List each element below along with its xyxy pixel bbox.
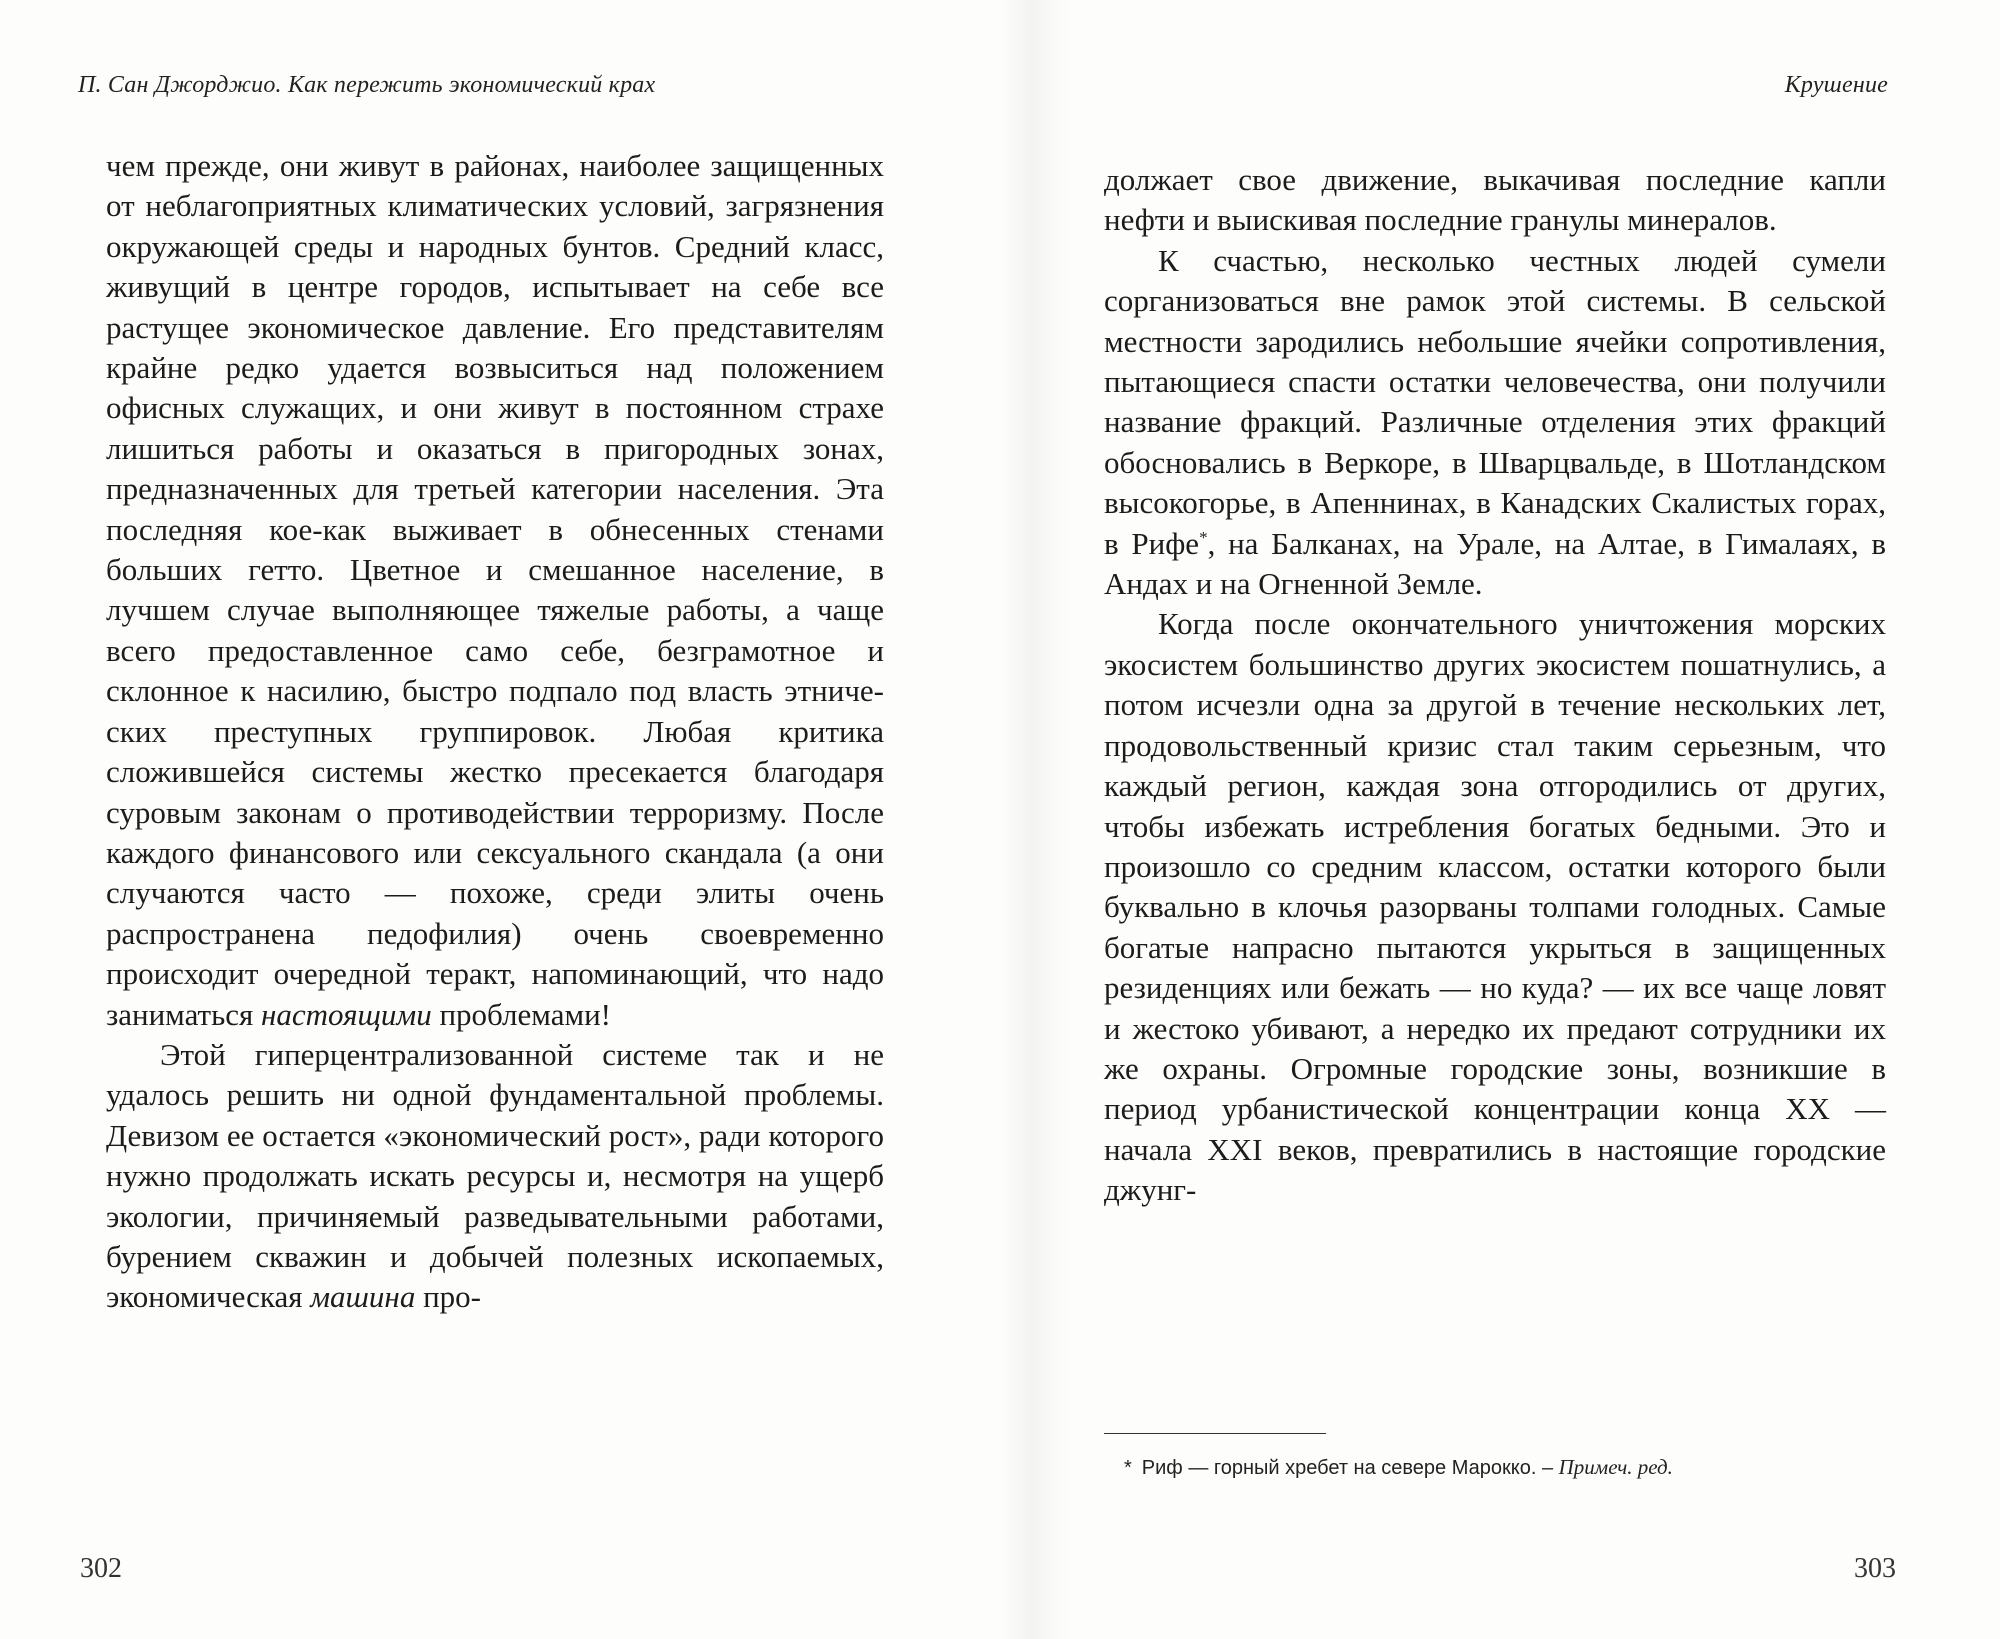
footnote-source: Примеч. ред. xyxy=(1558,1455,1673,1479)
left-body-text xyxy=(106,146,884,1318)
footnote-marker: * xyxy=(1124,1457,1132,1479)
paragraph-text: чем прежде, они живут в районах, наиболее защищенных от неблагоприятных климатических условий, загрязнения окружающей среды и народных бунтов. Средний класс, живущий в центре городов, испытывает на себе все растущее экономическое давление. Его представителям крайне редко удается возвыситься над положением офисных служащих, и они живут в постоянном страхе лишиться работы и оказаться в пригородных зонах, предназначенных для третьей категории населения. Эта последняя кое-как выживает в обнесенных стенами больших гетто. Цветное и смешанное население, в лучшем случае выполняющее тяжелые работы, а чаще всего предоставленное само себе, безграмотное и склонное к насилию, быстро подпало под власть этнических преступных группировок. Любая критика сложившейся системы жестко пресекается благодаря суровым законам о противодействии терроризму. После каждого финансового или сексуального скандала (а они случаются часто — похоже, среди элиты очень распространена педофилия) очень своевременно происходит очередной теракт, напоминающий, что надо заниматься xyxy=(106,148,884,1032)
left-running-head: П. Сан Джорджио. Как пережить экономический крах xyxy=(78,72,656,98)
emphasis-text: машина xyxy=(310,1279,416,1315)
paragraph-text: про- xyxy=(415,1279,481,1315)
paragraph-text: проблемами! xyxy=(431,996,611,1032)
paragraph-text: , на Балканах, на Урале, на Алтае, в Гималаях, в Андах и на Огненной Земле. xyxy=(1104,525,1886,602)
right-page xyxy=(1000,0,2000,1639)
paragraph: Когда после окончательного уничтожения морских экосистем большинство других экосистем пошатнулись, а потом исчезли одна за другой в течение нескольких лет, продовольственный кризис стал таким серьезным, что каждый регион, каждая зона отгородились от других, чтобы избежать истребления богатых бедными. Это и произошло со средним классом, остатки которого были буквально в клочья разорваны толпами голодных. Самые богатые напрасно пытаются укрыться в защищенных резиденциях или бежать — но куда? — их все чаще ловят и жестоко убивают, а нередко их предают сотрудники их же охраны. Огромные городские зоны, возникшие в период урбанистической концентрации конца XX — начала XXI веков, превратились в настоящие городские джунг- xyxy=(1104,606,1886,1208)
paragraph: должает свое движение, выкачивая последние капли нефти и выискивая последние гранулы минералов. xyxy=(1104,162,1886,238)
paragraph xyxy=(1104,241,1886,605)
right-body-text xyxy=(1104,160,1886,1211)
paragraph xyxy=(106,146,884,1035)
footnote-divider xyxy=(1104,1433,1326,1434)
footnote xyxy=(1124,1454,1824,1481)
right-page-number: 303 xyxy=(1854,1553,1896,1584)
footnote-text: Риф — горный хребет на севере Марокко. – xyxy=(1141,1457,1559,1479)
paragraph-text: К счастью, несколько честных людей сумели сорганизоваться вне рамок этой системы. В сельской местности зародились небольшие ячейки сопротивления, пытающиеся спасти остатки человечества, они получили название фракций. Различные отделения этих фракций обосновались в Веркоре, в Шварцвальде, в Шотландском высокогорье, в Апеннинах, в Канадских Скалистых горах, в Рифе xyxy=(1104,242,1886,561)
left-page-number: 302 xyxy=(80,1553,122,1584)
footnote-reference[interactable]: * xyxy=(1199,527,1208,547)
paragraph-text: Этой гиперцентрализованной системе так и не удалось решить ни одной фундаментальной проблемы. Девизом ее остается «экономический рост», ради которого нужно продолжать искать ресурсы и, несмотря на ущерб экологии, причиняемый разведывательными работами, бурением скважин и добычей полезных ископаемых, экономическая xyxy=(106,1036,884,1315)
paragraph xyxy=(106,1035,884,1318)
right-running-head: Крушение xyxy=(1784,72,1888,98)
emphasis-text: настоящими xyxy=(261,996,432,1032)
